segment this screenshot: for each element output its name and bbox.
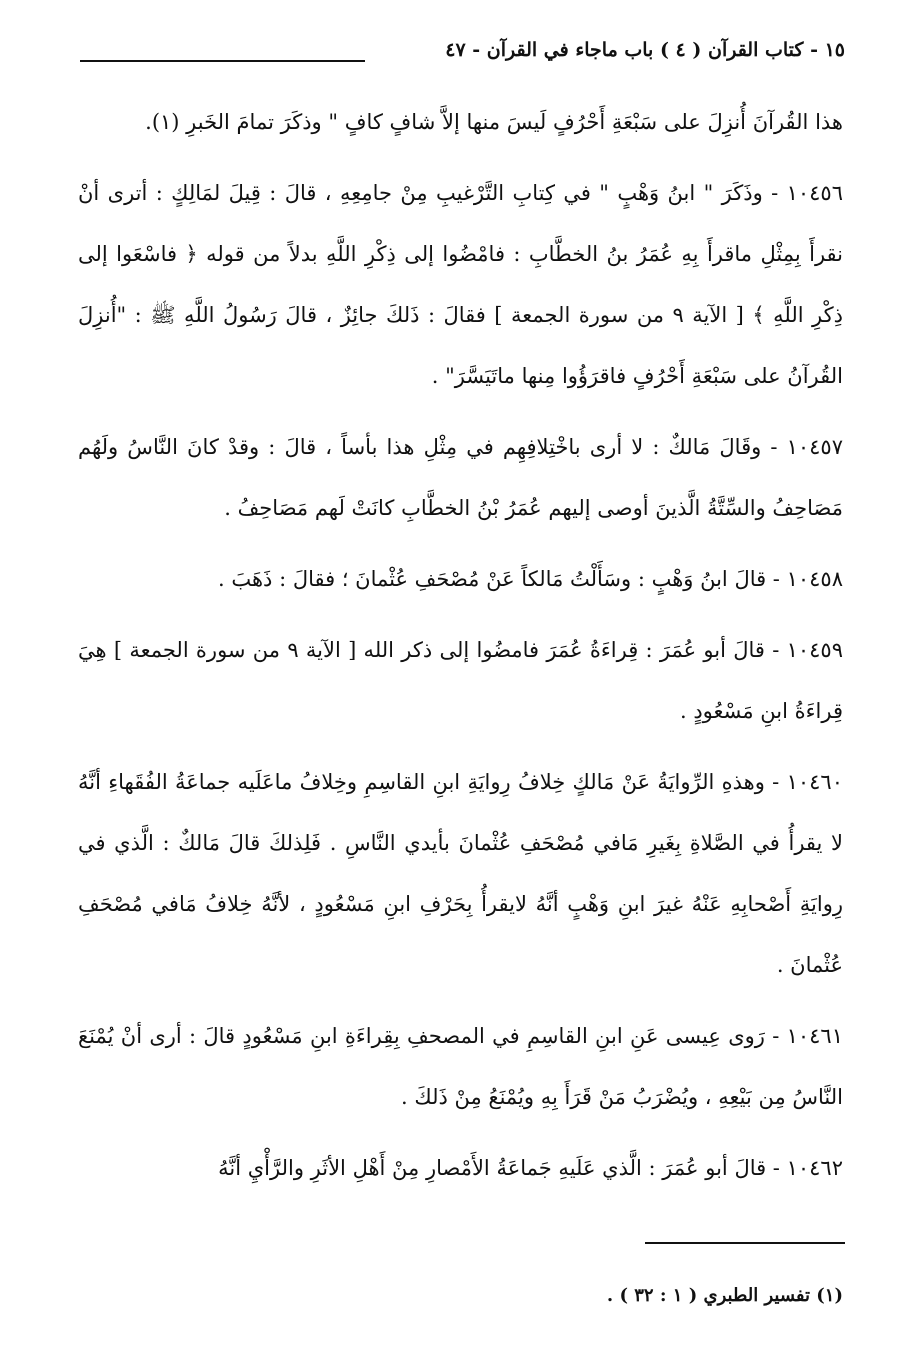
paragraph-10456: ١٠٤٥٦ - وذَكَرَ " ابنُ وَهْبٍ " في كِتابِ التَّرْغيبِ مِنْ جامِعِهِ ، قالَ : قِيلَ لمَالِكٍ : أترى أنْ نقرأَ بِمِثْلِ ماقرأَ بِهِ عُمَرُ بنُ الخطَّابِ : فامْضُوا إلى ذِكْرِ اللَّهِ بدلاً من قوله ﴿ فاسْعَوا إلى ذِكْرِ اللَّهِ ﴾ [ الآية ٩ من سورة الجمعة ] فقالَ : ذَلكَ جائِزٌ ، قالَ رَسُولُ اللَّهِ ﷺ : "أُنزِلَ القُرآنُ على سَبْعَةِ أَحْرُفٍ فاقرَؤُوا مِنها ماتَيَسَّرَ" . — [78, 181, 843, 388]
main-text — [78, 92, 843, 1199]
paragraph-10457: ١٠٤٥٧ - وقَالَ مَالكٌ : لا أرى باخْتِلافِهِم في مِثْلِ هذا بأساً ، قالَ : وقدْ كانَ النَّاسُ ولَهُم مَصَاحِفُ والسِّتَّةُ الَّذينَ أوصى إليهم عُمَرُ بْنُ الخطَّابِ كانَتْ لَهم مَصَاحِفُ . — [78, 435, 843, 520]
paragraph-10460: ١٠٤٦٠ - وهذهِ الرِّوايَةُ عَنْ مَالكٍ خِلافُ رِوايَةِ ابنِ القاسِمِ وخِلافُ ماعَلَيه جماعَةُ الفُقَهاءِ أنَّهُ لا يقرأُ في الصَّلاةِ بِغَيرِ مَافي مُصْحَفِ عُثْمانَ بأيدي النَّاسِ . فَلِذلكَ قالَ مَالكٌ : الَّذي في رِوايَةِ أَصْحابِهِ عَنْهُ غيرَ ابنِ وَهْبٍ أنَّهُ لايقرأُ بِحَرْفِ ابنِ مَسْعُودٍ ، لأنَّهُ خِلافُ مَافي مُصْحَفِ عُثْمانَ . — [78, 770, 843, 977]
footnote: (١) تفسير الطبري ( ١ : ٣٢ ) . — [606, 1285, 843, 1306]
paragraph-10458: ١٠٤٥٨ - قالَ ابنُ وَهْبٍ : وسَأَلْتُ مَالكاً عَنْ مُصْحَفِ عُثْمانَ ؛ فقالَ : ذَهَبَ . — [218, 567, 843, 591]
paragraph-10459: ١٠٤٥٩ - قالَ أبو عُمَرَ : قِراءَةُ عُمَرَ فامضُوا إلى ذكر الله [ الآية ٩ من سورة الجمعة ] هِيَ قِراءَةُ ابنِ مَسْعُودٍ . — [78, 638, 843, 723]
header-rule — [80, 60, 365, 62]
paragraph-continuation: هذا القُرآنَ أُنزِلَ على سَبْعَةِ أَحْرُفٍ لَيسَ منها إلاَّ شافٍ كافٍ " وذكَرَ تمامَ الخَبرِ (١). — [145, 110, 843, 134]
paragraph-10462: ١٠٤٦٢ - قالَ أبو عُمَرَ : الَّذي عَلَيهِ جَماعَةُ الأَمْصارِ مِنْ أَهْلِ الأثَرِ والرَّأْيِ أنَّهُ — [218, 1156, 843, 1180]
footnote-separator — [645, 1242, 845, 1244]
page-header — [80, 30, 845, 70]
paragraph-10461: ١٠٤٦١ - رَوى عِيسى عَنِ ابنِ القاسِمِ في المصحفِ بِقِراءَةِ ابنِ مَسْعُودٍ قالَ : أرى أنْ يُمْنَعَ النَّاسُ مِن بَيْعِهِ ، ويُضْرَبُ مَنْ قَرَأَ بِهِ ويُمْنَعُ مِنْ ذَلكَ . — [78, 1024, 843, 1109]
running-header-title: ١٥ - كتاب القرآن ( ٤ ) باب ماجاء في القرآن - ٤٧ — [445, 38, 845, 61]
